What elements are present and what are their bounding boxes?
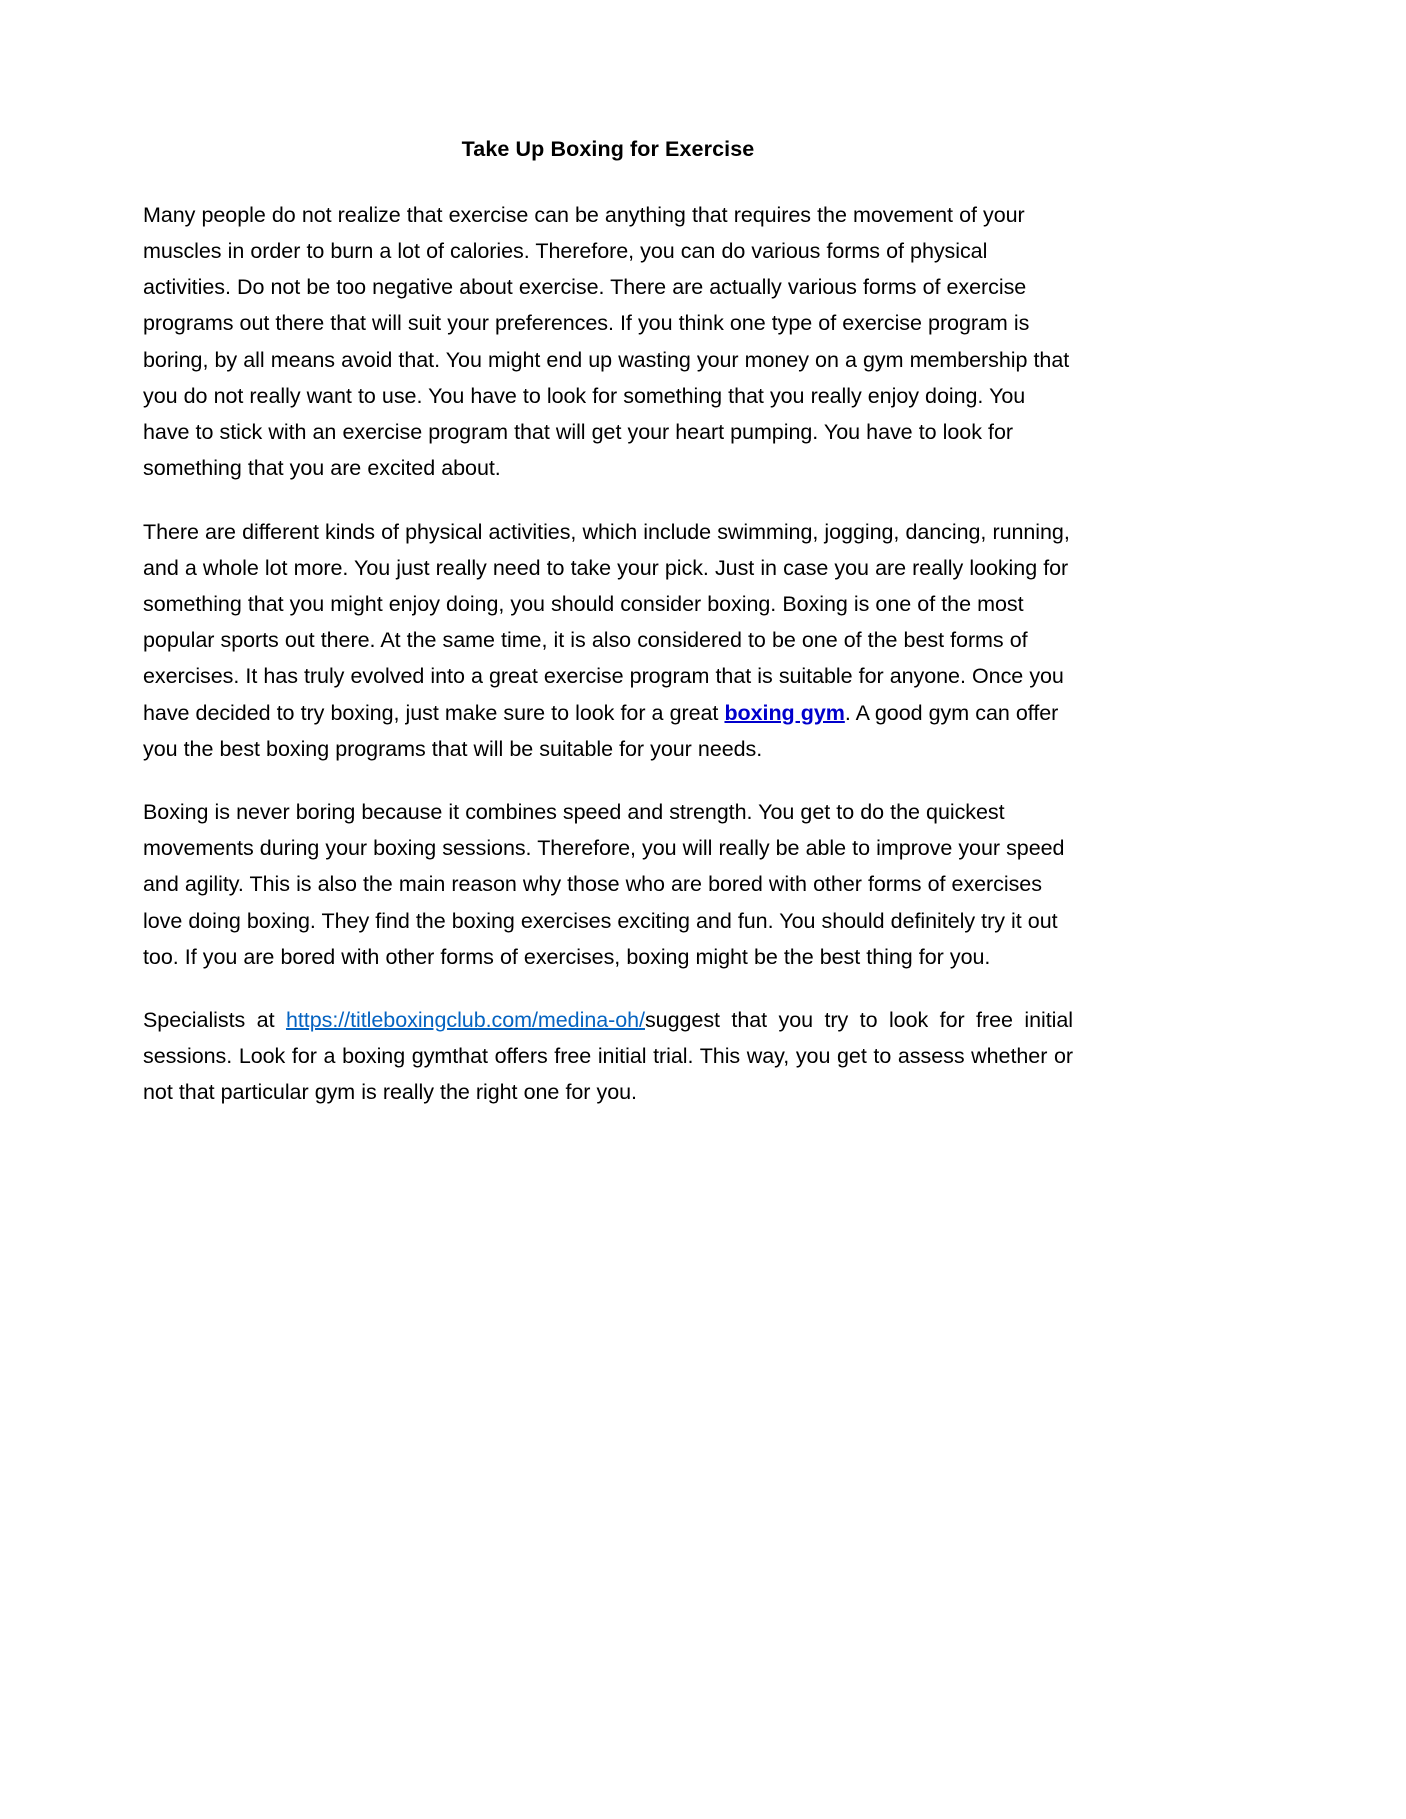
document-body — [143, 136, 1073, 1111]
paragraph-2-text-after-link: . A good gym can offer you the best boxing programs that will be suitable for your needs. — [143, 700, 1059, 761]
titleboxingclub-url-link[interactable]: https://titleboxingclub.com/medina-oh/ — [285, 1007, 645, 1032]
paragraph-2 — [143, 514, 1073, 767]
paragraph-4-text-before-link: Specialists at — [143, 1007, 286, 1032]
boxing-gym-link[interactable]: boxing gym — [724, 700, 845, 725]
page-title: Take Up Boxing for Exercise — [461, 137, 755, 161]
paragraph-4 — [143, 1002, 1073, 1111]
paragraph-4-text-after-link: suggest that you try to look for free initial sessions. Look for a boxing gymthat offers free initial trial. This way, you get to assess whether or not that particular gym is really the right one for you. — [143, 1007, 1074, 1105]
paragraph-1: Many people do not realize that exercise can be anything that requires the movement of your muscles in order to burn a lot of calories. Therefore, you can do various forms of physical activities. Do not be too negative about exercise. There are actually various forms of exercise programs out there that will suit your preferences. If you think one type of exercise program is boring, by all means avoid that. You might end up wasting your money on a gym membership that you do not really want to use. You have to look for something that you really enjoy doing. You have to stick with an exercise program that will get your heart pumping. You have to look for something that you are excited about. — [143, 202, 1070, 481]
paragraph-3: Boxing is never boring because it combines speed and strength. You get to do the quickest movements during your boxing sessions. Therefore, you will really be able to improve your speed and agility. This is also the main reason why those who are bored with other forms of exercises love doing boxing. They find the boxing exercises exciting and fun. You should definitely try it out too. If you are bored with other forms of exercises, boxing might be the best thing for you. — [143, 799, 1065, 969]
paragraph-2-text-before-link: There are different kinds of physical activities, which include swimming, jogging, dancing, running, and a whole lot more. You just really need to take your pick. Just in case you are really looking for something that you might enjoy doing, you should consider boxing. Boxing is one of the most popular sports out there. At the same time, it is also considered to be one of the best forms of exercises. It has truly evolved into a great exercise program that is suitable for anyone. Once you have decided to try boxing, just make sure to look for a great — [143, 519, 1070, 725]
